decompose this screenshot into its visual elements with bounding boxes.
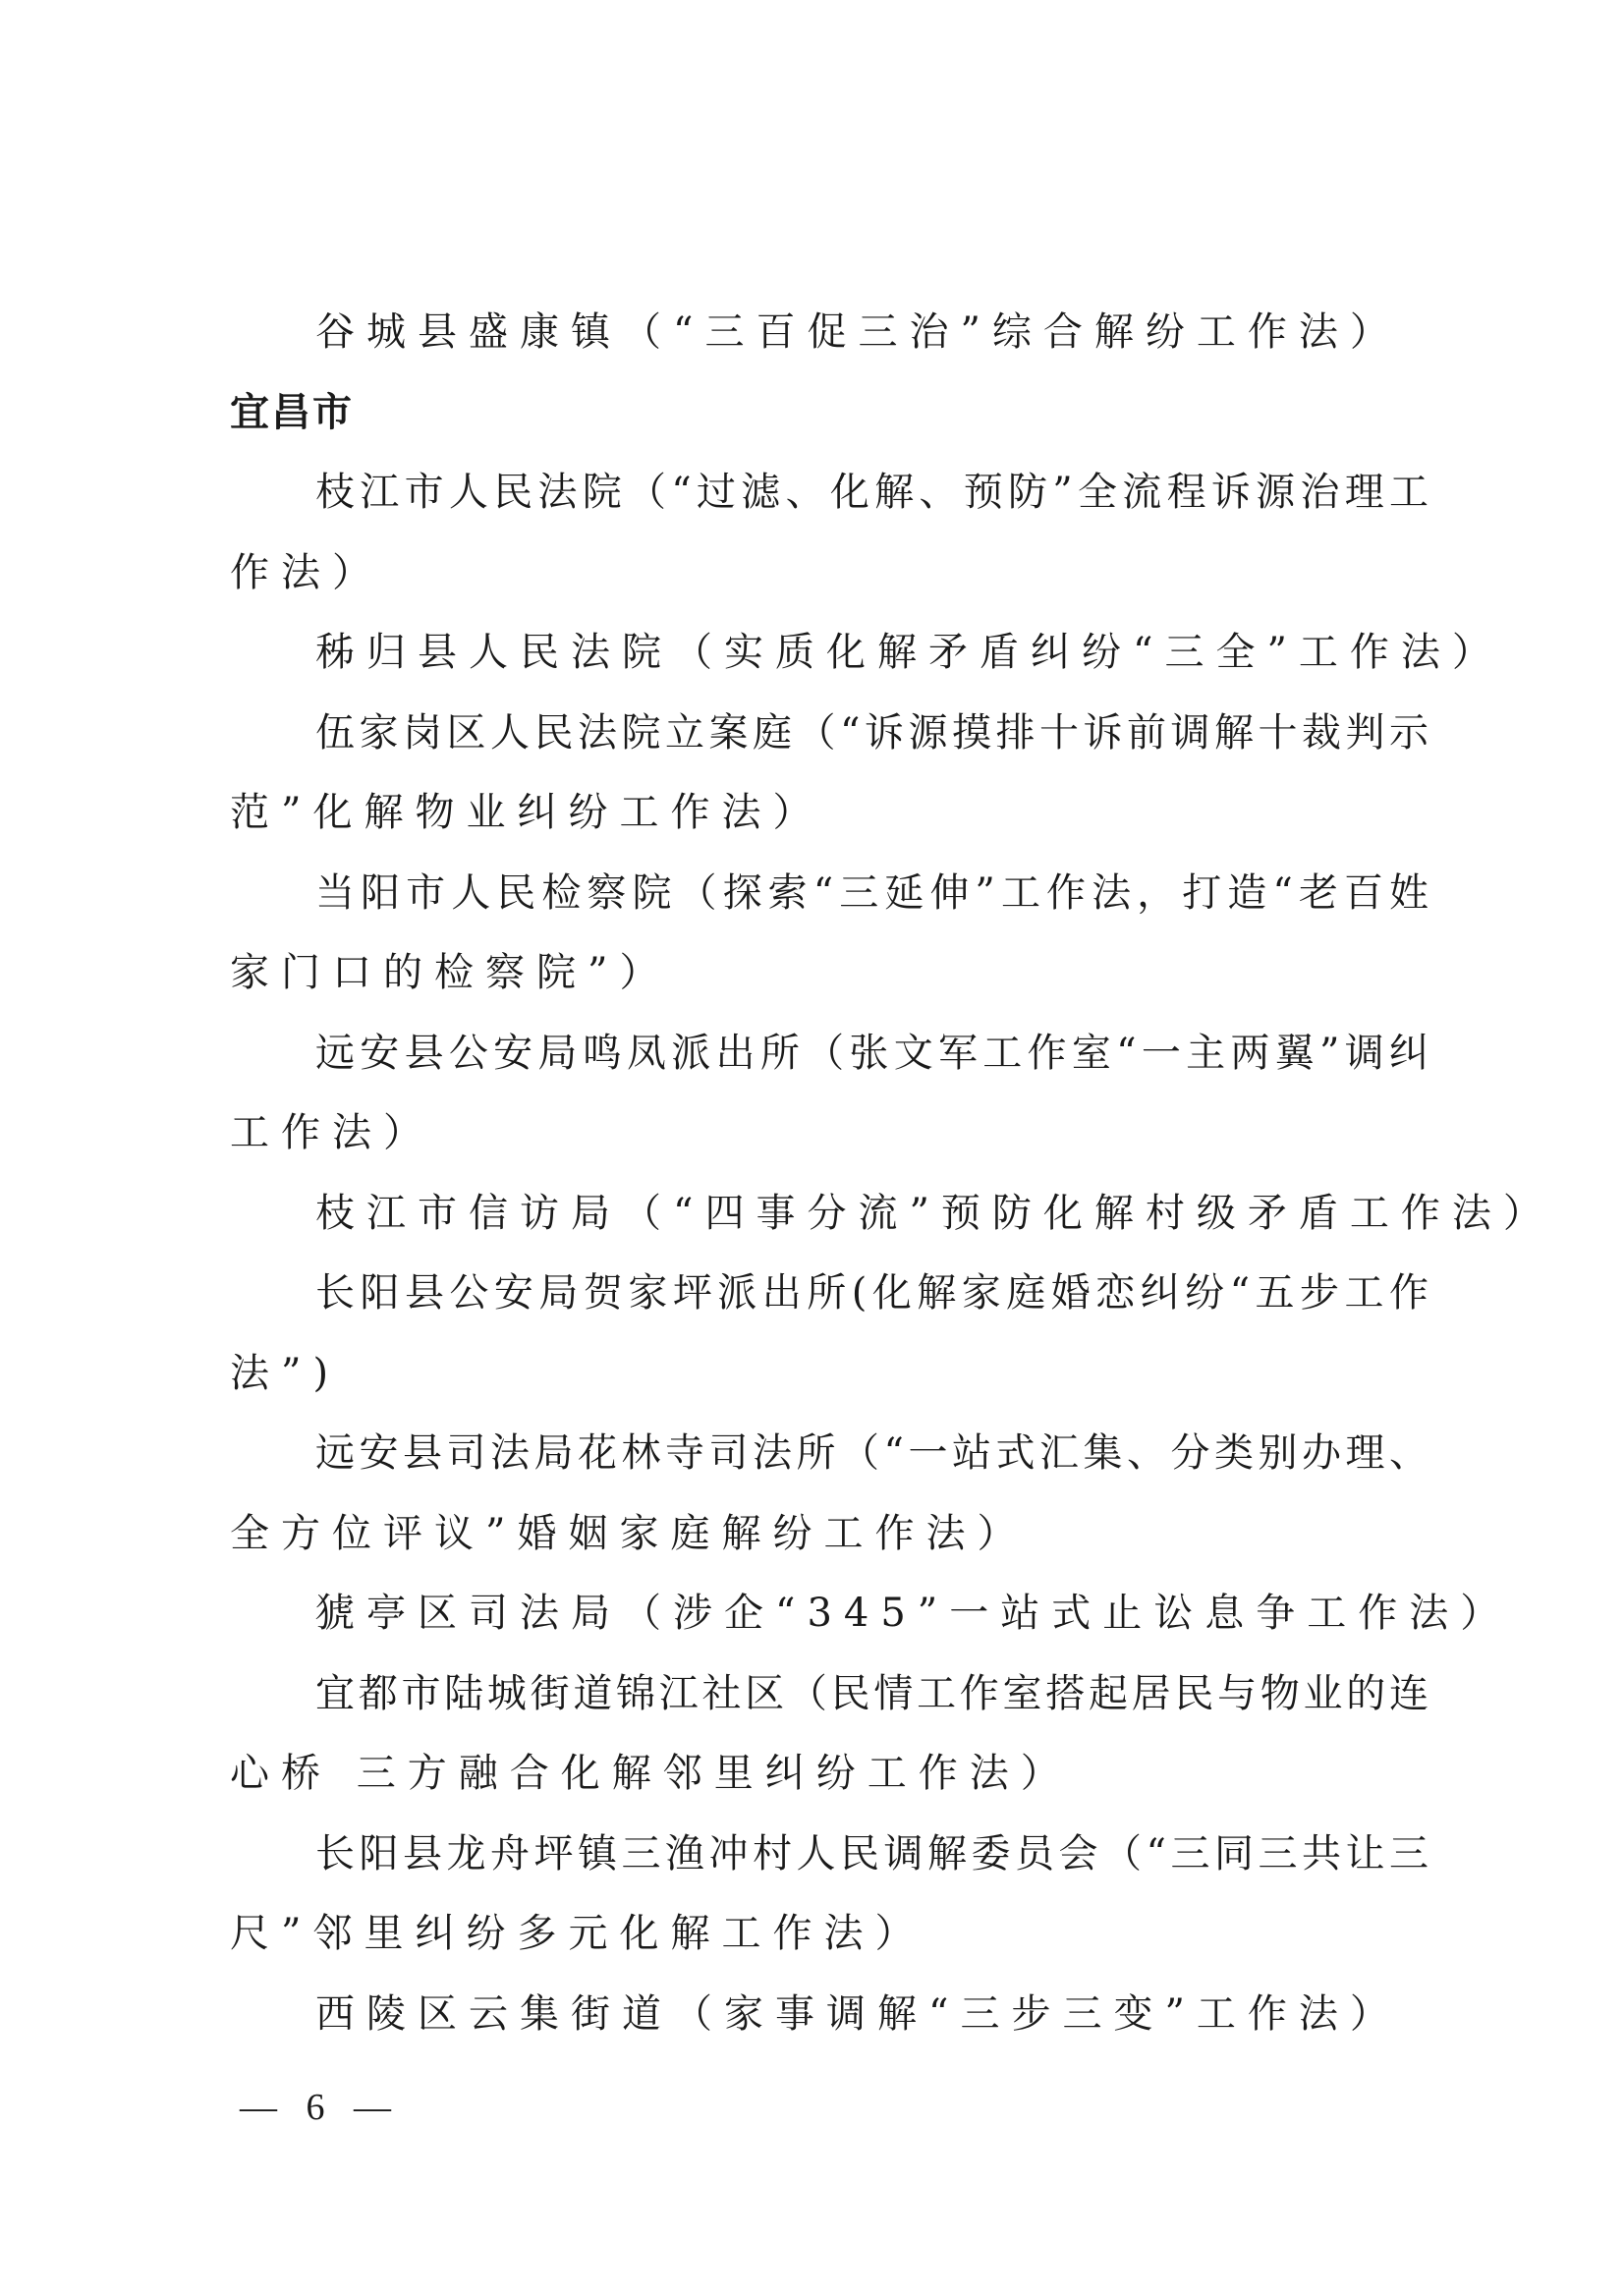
- entry-continuation-line: 范”化解物业纠纷工作法）: [230, 790, 824, 835]
- page-number: — 6 —: [240, 2087, 401, 2128]
- entry-line: 猇亭区司法局（涉企“345”一站式止讼息争工作法）: [315, 1591, 1512, 1636]
- entry-line: 远安县司法局花林寺司法所（“一站式汇集、分类别办理、: [315, 1430, 1428, 1476]
- document-body: [230, 293, 1554, 2054]
- entry-continuation-line: 尺”邻里纠纷多元化解工作法）: [230, 1911, 926, 1956]
- section-heading: 宜昌市: [230, 389, 354, 435]
- entry-line: 枝江市信访局（“四事分流”预防化解村级矛盾工作法）: [315, 1190, 1554, 1236]
- entry-line: 当阳市人民检察院（探索“三延伸”工作法，打造“老百姓: [315, 869, 1428, 916]
- entry-line: 长阳县龙舟坪镇三渔冲村人民调解委员会（“三同三共让三: [315, 1830, 1428, 1876]
- entry-continuation-line: 家门口的检察院”）: [230, 950, 671, 995]
- entry-continuation-line: 法”): [230, 1350, 341, 1396]
- entry-continuation-line: 心桥 三方融合化解邻里纠纷工作法）: [230, 1751, 1072, 1796]
- entry-line: 长阳县公安局贺家坪派出所(化解家庭婚恋纠纷“五步工作: [315, 1270, 1428, 1315]
- entry-line: 谷城县盛康镇（“三百促三治”综合解纷工作法）: [315, 309, 1401, 355]
- entry-line: 秭归县人民法院（实质化解矛盾纠纷“三全”工作法）: [315, 630, 1503, 675]
- entry-line: 宜都市陆城街道锦江社区（民情工作室搭起居民与物业的连: [315, 1670, 1428, 1716]
- entry-continuation-line: 作法）: [230, 549, 383, 595]
- entry-continuation-line: 全方位评议”婚姻家庭解纷工作法）: [230, 1510, 1029, 1556]
- entry-line: 远安县公安局鸣凤派出所（张文军工作室“一主两翼”调纠: [315, 1030, 1428, 1076]
- entry-line: 伍家岗区人民法院立案庭（“诉源摸排十诉前调解十裁判示: [315, 709, 1428, 756]
- entry-line: 枝江市人民法院（“过滤、化解、预防”全流程诉源治理工: [315, 470, 1428, 515]
- entry-continuation-line: 工作法）: [230, 1110, 434, 1155]
- entry-line: 西陵区云集街道（家事调解“三步三变”工作法）: [315, 1990, 1401, 2037]
